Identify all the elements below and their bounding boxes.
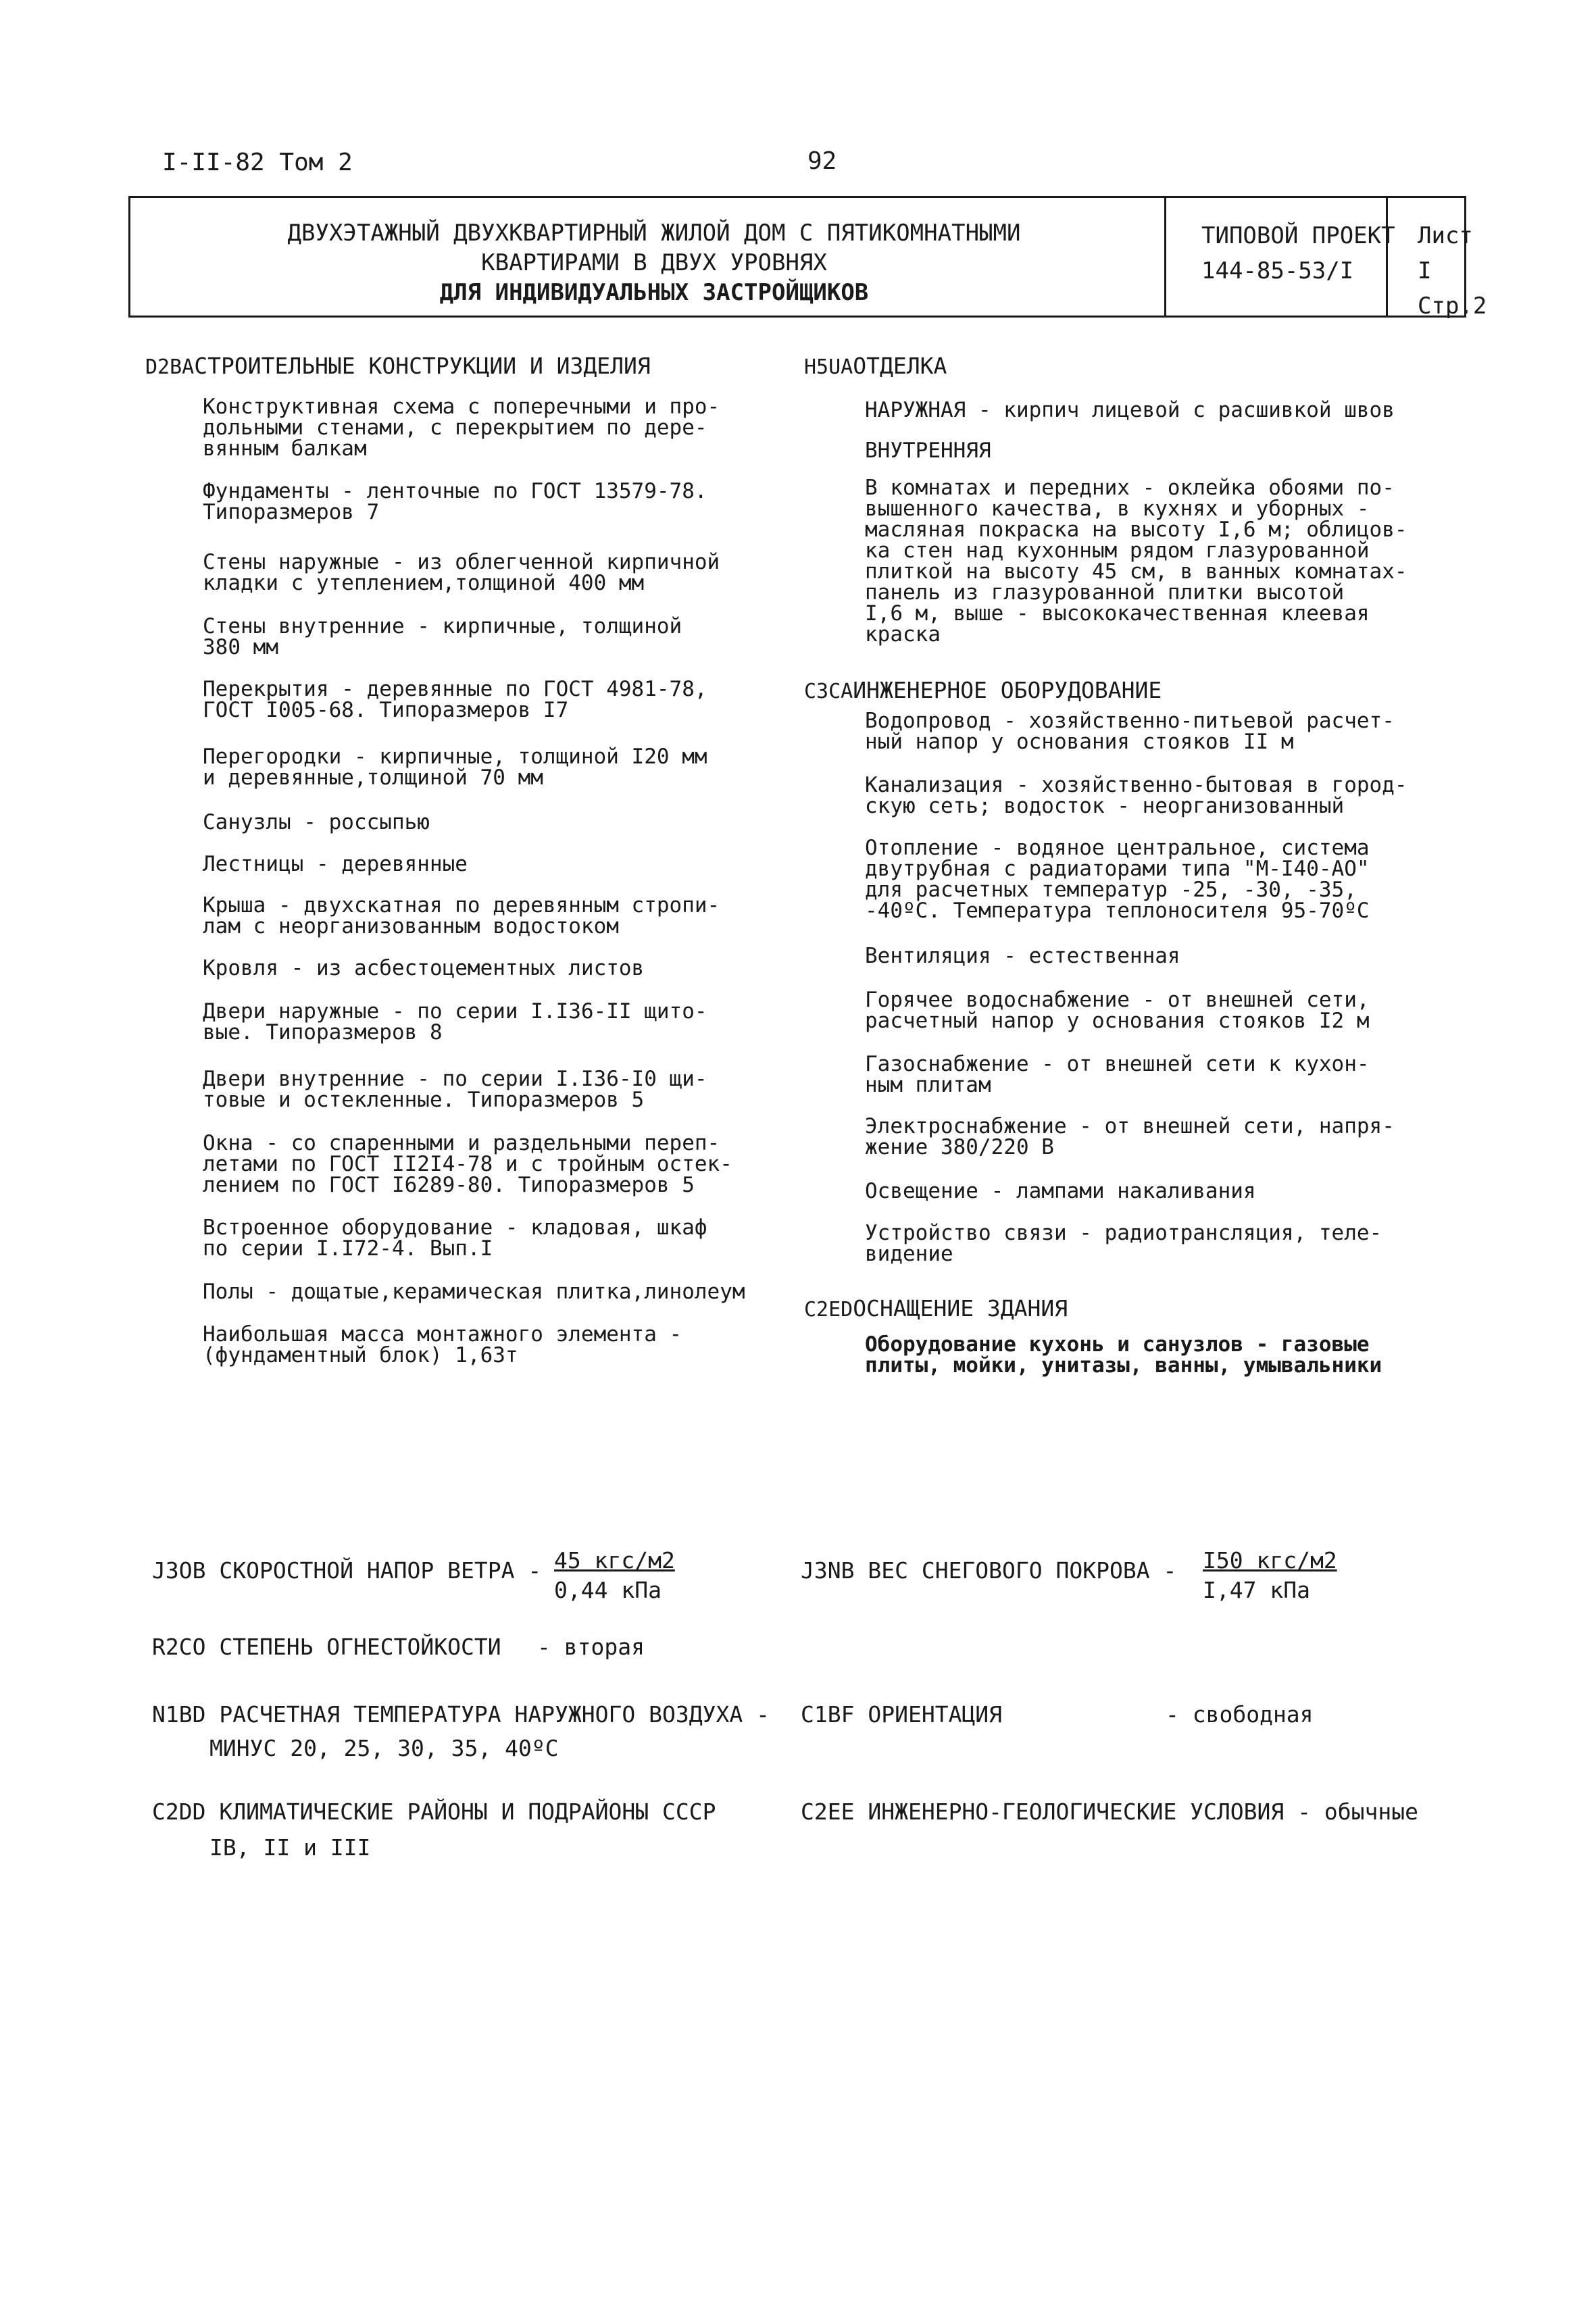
param-label: СКОРОСТНОЙ НАПОР ВЕТРА	[219, 1557, 515, 1584]
document-title	[157, 218, 1151, 307]
geology-conditions	[801, 1799, 1418, 1825]
wind-value	[554, 1546, 675, 1605]
param-label: КЛИМАТИЧЕСКИЕ РАЙОНЫ И ПОДРАЙОНЫ СССР	[219, 1799, 716, 1825]
title-block	[128, 196, 1487, 320]
page-number: 92	[807, 147, 837, 175]
orientation	[801, 1701, 1002, 1728]
equipment-text: Оборудование кухонь и санузлов - газовые плиты, мойки, унитазы, ванны, умывальники	[865, 1332, 1382, 1378]
fire-resistance-value: - вторая	[537, 1634, 645, 1660]
project-number: 144-85-53/I	[1201, 257, 1354, 284]
section-heading: ОТДЕЛКА	[853, 353, 947, 379]
geology-conditions-value: - обычные	[1297, 1799, 1418, 1825]
param-label: ИНЖЕНЕРНО-ГЕОЛОГИЧЕСКИЕ УСЛОВИЯ	[868, 1799, 1285, 1825]
engineering-item: Водопровод - хозяйственно-питьевой расчет- ный напор у основания стояков II м	[865, 709, 1395, 754]
snow-value-kgf: I50 кгс/м2	[1203, 1547, 1337, 1574]
construction-item: Санузлы - россыпью	[203, 810, 430, 834]
construction-item: Лестницы - деревянные	[203, 852, 468, 876]
engineering-item: Устройство связи - радиотрансляция, теле- видение	[865, 1221, 1382, 1266]
wind-label	[152, 1557, 541, 1584]
construction-item: Фундаменты - ленточные по ГОСТ 13579-78. Типоразмеров 7	[203, 479, 707, 524]
finish-exterior: НАРУЖНАЯ - кирпич лицевой с расшивкой швов	[865, 398, 1395, 422]
engineering-item: Освещение - лампами накаливания	[865, 1179, 1256, 1203]
param-code: J3OB	[152, 1557, 206, 1584]
construction-item: Стены внутренние - кирпичные, толщиной 380 мм	[203, 614, 682, 659]
construction-item: Встроенное оборудование - кладовая, шкаф по серии I.I72-4. Вып.I	[203, 1215, 707, 1261]
section-construction-heading	[145, 353, 651, 379]
param-dash: -	[528, 1557, 542, 1584]
project-label: ТИПОВОЙ ПРОЕКТ	[1201, 222, 1395, 249]
construction-item: Кровля - из асбестоцементных листов	[203, 956, 645, 980]
engineering-item: Отопление - водяное центральное, система двутрубная с радиаторами типа "М-I40-АО" для расчетных температур -25, -30, -35, -40ºС. Температура теплоносителя 95-70ºС	[865, 836, 1370, 923]
climate-regions	[152, 1799, 716, 1825]
param-code: C1BF	[801, 1701, 855, 1728]
title-line: ДВУХЭТАЖНЫЙ ДВУХКВАРТИРНЫЙ ЖИЛОЙ ДОМ С ПЯТИКОМНАТНЫМИ	[287, 220, 1021, 247]
param-label: СТЕПЕНЬ ОГНЕСТОЙКОСТИ	[219, 1634, 501, 1660]
param-label: ВЕС СНЕГОВОГО ПОКРОВА	[868, 1557, 1150, 1584]
title-line: ДЛЯ ИНДИВИДУАЛЬНЫХ ЗАСТРОЙЩИКОВ	[439, 279, 869, 306]
design-temperature-value: МИНУС 20, 25, 30, 35, 40ºС	[209, 1735, 559, 1761]
climate-regions-value: IВ, II и III	[209, 1834, 371, 1861]
project-info	[1201, 218, 1395, 288]
section-heading: ОСНАЩЕНИЕ ЗДАНИЯ	[853, 1295, 1068, 1322]
param-label: РАСЧЕТНАЯ ТЕМПЕРАТУРА НАРУЖНОГО ВОЗДУХА -	[219, 1701, 770, 1728]
title-line: КВАРТИРАМИ В ДВУХ УРОВНЯХ	[481, 249, 827, 276]
finish-interior: В комнатах и передних - оклейка обоями по- вышенного качества, в кухнях и уборных - масляная покраска на высоту I,6 м; облицов- ка стен над кухонным рядом глазурованной плиткой на высоту 45 см, в ванных комнатах- панель из глазурованной плитки высотой I,6 м, выше - высококачественная клеевая краска	[865, 476, 1407, 647]
param-code: N1BD	[152, 1701, 206, 1728]
param-code: C2DD	[152, 1799, 206, 1825]
param-dash: -	[1163, 1557, 1177, 1584]
design-temperature	[152, 1701, 770, 1728]
snow-value	[1203, 1546, 1337, 1605]
wind-value-kpa: 0,44 кПа	[554, 1577, 662, 1603]
section-code: C2ED	[804, 1298, 853, 1322]
sheet-info	[1418, 218, 1487, 324]
section-equipment-heading	[804, 1295, 1068, 1322]
construction-item: Перегородки - кирпичные, толщиной I20 мм и деревянные,толщиной 70 мм	[203, 745, 707, 790]
construction-item: Крыша - двухскатная по деревянным стропи- лам с неорганизованным водостоком	[203, 893, 720, 938]
construction-item: Полы - дощатые,керамическая плитка,линолеум	[203, 1280, 745, 1304]
param-label: ОРИЕНТАЦИЯ	[868, 1701, 1003, 1728]
engineering-item: Горячее водоснабжение - от внешней сети, расчетный напор у основания стояков I2 м	[865, 988, 1370, 1033]
section-code: D2BA	[145, 355, 195, 379]
engineering-item: Газоснабжение - от внешней сети к кухон- ным плитам	[865, 1052, 1370, 1097]
construction-item: Перекрытия - деревянные по ГОСТ 4981-78, ГОСТ I005-68. Типоразмеров I7	[203, 677, 707, 722]
param-code: J3NB	[801, 1557, 855, 1584]
snow-label	[801, 1557, 1176, 1584]
section-code: H5UA	[804, 355, 853, 379]
finish-interior-label: ВНУТРЕННЯЯ	[865, 438, 991, 463]
engineering-item: Электроснабжение - от внешней сети, напря- жение 380/220 В	[865, 1114, 1395, 1159]
fire-resistance	[152, 1634, 501, 1660]
param-code: R2CO	[152, 1634, 206, 1660]
section-code: C3CA	[804, 680, 853, 703]
section-heading: СТРОИТЕЛЬНЫЕ КОНСТРУКЦИИ И ИЗДЕЛИЯ	[194, 353, 651, 379]
series-label: I-II-82 Том 2	[162, 149, 353, 176]
section-engineering-heading	[804, 677, 1162, 703]
orientation-value: - свободная	[1166, 1701, 1314, 1728]
construction-item: Наибольшая масса монтажного элемента - (фундаментный блок) 1,63т	[203, 1322, 682, 1367]
sheet-number: Лист I	[1418, 222, 1473, 284]
snow-value-kpa: I,47 кПа	[1203, 1577, 1310, 1603]
param-code: C2EE	[801, 1799, 855, 1825]
construction-item: Окна - со спаренными и раздельными переп- летами по ГОСТ II2I4-78 и с тройным остек- лением по ГОСТ I6289-80. Типоразмеров 5	[203, 1131, 732, 1197]
section-finish-heading	[804, 353, 947, 379]
title-divider	[1164, 198, 1166, 316]
construction-item: Конструктивная схема с поперечными и про- дольными стенами, с перекрытием по дере- вянным балкам	[203, 395, 720, 461]
wind-value-kgf: 45 кгс/м2	[554, 1547, 675, 1574]
construction-item: Двери внутренние - по серии I.I36-I0 щи- товые и остекленные. Типоразмеров 5	[203, 1067, 707, 1112]
sheet-page: Стр.2	[1418, 293, 1487, 320]
engineering-item: Вентиляция - естественная	[865, 944, 1180, 968]
engineering-item: Канализация - хозяйственно-бытовая в город- скую сеть; водосток - неорганизованный	[865, 773, 1407, 818]
construction-item: Двери наружные - по серии I.I36-II щито- вые. Типоразмеров 8	[203, 999, 707, 1045]
section-heading: ИНЖЕНЕРНОЕ ОБОРУДОВАНИЕ	[853, 677, 1162, 703]
construction-item: Стены наружные - из облегченной кирпичной кладки с утеплением,толщиной 400 мм	[203, 550, 720, 595]
